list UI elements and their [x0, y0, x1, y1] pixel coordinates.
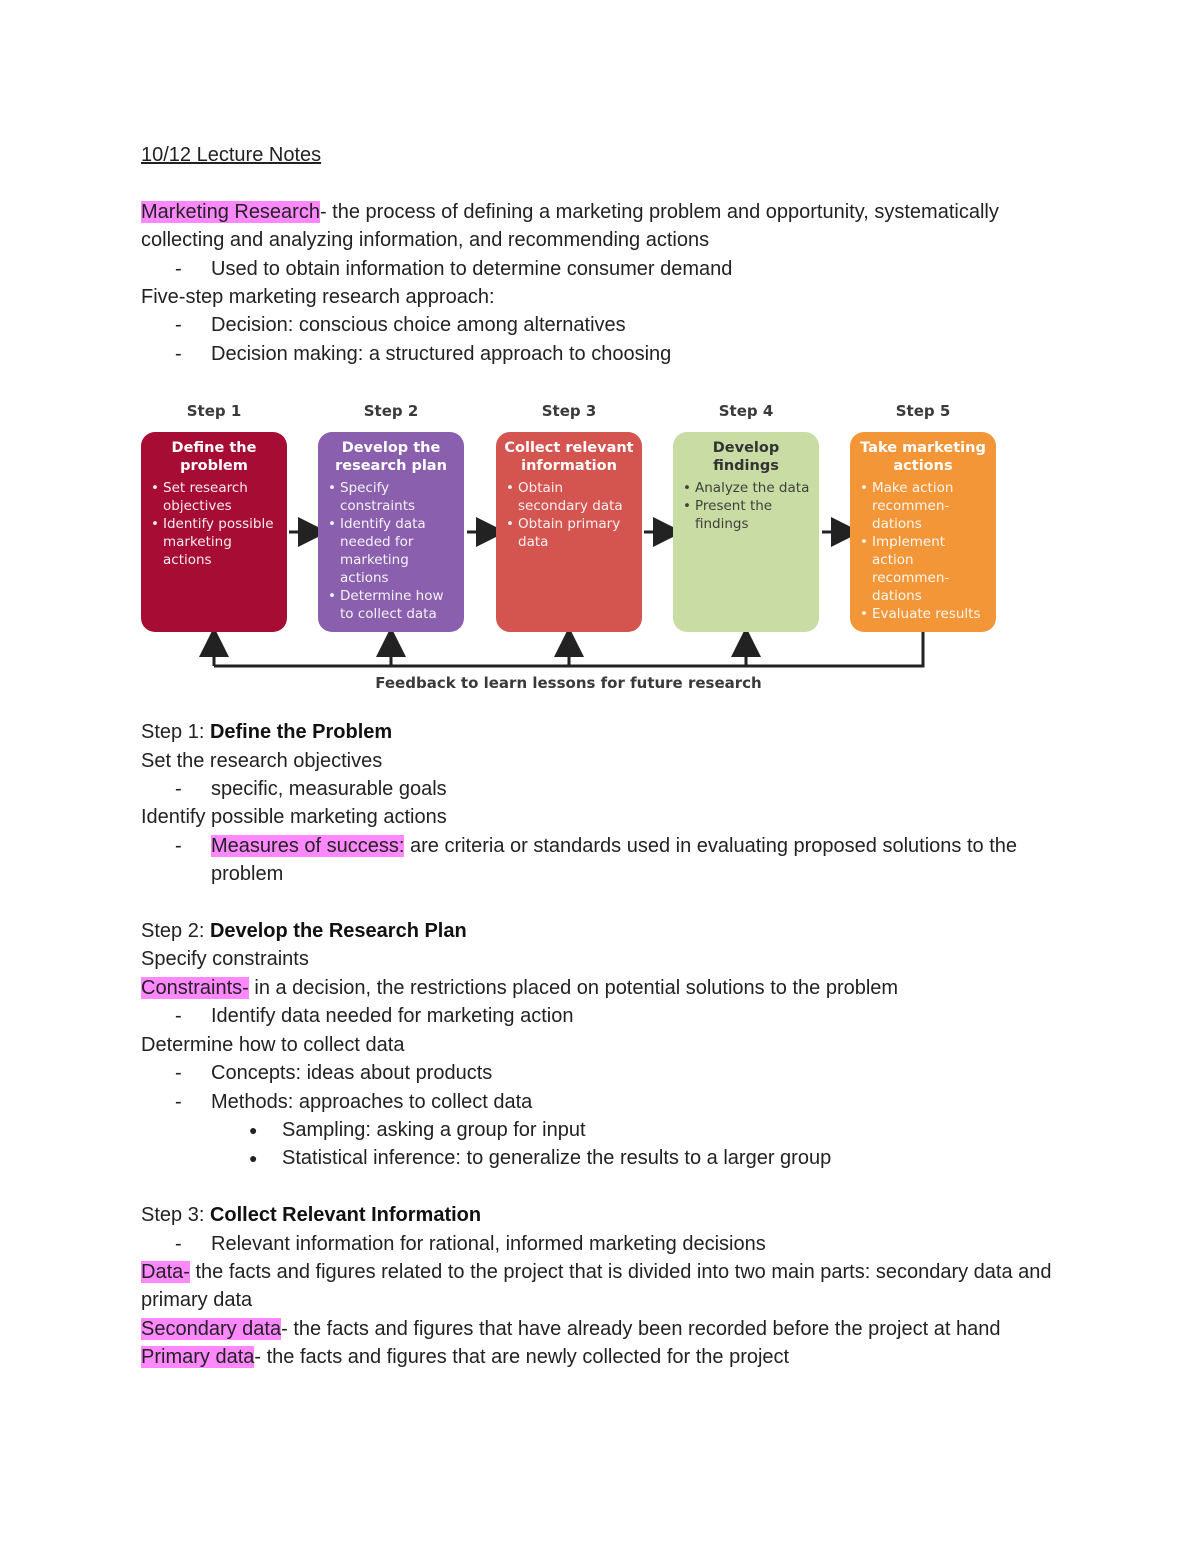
step-box-heading: Take marketing actions	[860, 440, 986, 475]
highlight-term: Primary data	[141, 1346, 255, 1369]
feedback-label: Feedback to learn lessons for future research	[375, 674, 762, 693]
step-box-item: • Analyze the data	[681, 479, 811, 497]
list-item: - Relevant information for rational, informed marketing decisions	[175, 1232, 766, 1255]
list-item: - specific, measurable goals	[175, 778, 447, 801]
step-label: Step 2	[363, 402, 419, 421]
step-box-item: • Obtain secondary data	[504, 479, 634, 515]
step-box-item: • Identify data needed for marketing actions	[326, 515, 456, 587]
sub-list-item: ● Sampling: asking a group for input	[249, 1118, 586, 1141]
step-box-item: • Evaluate results	[858, 605, 988, 623]
paragraph: Specify constraints	[141, 948, 309, 971]
five-step-diagram	[141, 402, 1011, 702]
page-title: 10/12 Lecture Notes	[141, 144, 322, 166]
list-item: - Used to obtain information to determine consumer demand	[175, 257, 733, 280]
step-box-3	[496, 432, 642, 632]
step-label: Step 5	[895, 402, 951, 421]
step-box-4	[673, 432, 819, 632]
step-box-item: • Implement action recommen- dations	[858, 533, 988, 605]
step-box-2	[318, 432, 464, 632]
list-item: - Concepts: ideas about products	[175, 1062, 493, 1085]
list-item: - Methods: approaches to collect data	[175, 1090, 533, 1113]
highlight-term: Constraints-	[141, 976, 249, 999]
highlight-term: Secondary data	[141, 1317, 282, 1340]
paragraph: Set the research objectives	[141, 749, 383, 772]
step-box-heading: Develop the research plan	[335, 440, 447, 475]
step-box-5	[850, 432, 996, 632]
step-box-item: • Determine how to collect data	[326, 587, 456, 623]
highlight-term: Measures of success:	[211, 834, 405, 857]
step-box-item: • Set research objectives	[149, 479, 279, 515]
step-label: Step 3	[541, 402, 597, 421]
paragraph: Secondary data- the facts and figures that have already been recorded before the project at hand	[141, 1317, 1001, 1340]
list-item: - Identify data needed for marketing action	[175, 1005, 574, 1028]
step-box-heading: Collect relevant information	[504, 440, 634, 475]
document-page	[141, 141, 1061, 1372]
paragraph: Data- the facts and figures related to the project that is divided into two main parts: secondary data and primary data	[141, 1260, 1052, 1312]
step-label: Step 4	[718, 402, 774, 421]
step1-heading: Step 1: Define the Problem	[141, 721, 393, 744]
approach-heading: Five-step marketing research approach:	[141, 286, 495, 309]
list-item: - Measures of success: are criteria or standards used in evaluating proposed solutions to the problem	[175, 834, 1018, 886]
step-label: Step 1	[186, 402, 242, 421]
highlight-term: Marketing Research	[141, 200, 320, 223]
marketing-research-definition: Marketing Research- the process of defining a marketing problem and opportunity, systematically collecting and analyzing information, and recommending actions	[141, 200, 999, 252]
step-box-heading: Develop findings	[712, 440, 780, 475]
step-box-item: • Make action recommen- dations	[858, 479, 988, 533]
list-item: - Decision making: a structured approach to choosing	[175, 342, 672, 365]
step-box-item: • Specify constraints	[326, 479, 456, 515]
step-box-item: • Present the findings	[681, 497, 811, 533]
step-box-1	[141, 432, 287, 632]
step3-heading: Step 3: Collect Relevant Information	[141, 1204, 482, 1227]
step-box-item: • Obtain primary data	[504, 515, 634, 551]
step-box-heading: Define the problem	[171, 440, 257, 475]
paragraph: Constraints- in a decision, the restrictions placed on potential solutions to the problem	[141, 976, 899, 999]
highlight-term: Data-	[141, 1260, 190, 1283]
sub-list-item: ● Statistical inference: to generalize the results to a larger group	[249, 1147, 832, 1170]
paragraph: Identify possible marketing actions	[141, 806, 447, 829]
paragraph: Primary data- the facts and figures that are newly collected for the project	[141, 1346, 790, 1369]
list-item: - Decision: conscious choice among alternatives	[175, 314, 626, 337]
step2-heading: Step 2: Develop the Research Plan	[141, 920, 467, 943]
step-box-item: • Identify possible marketing actions	[149, 515, 279, 569]
paragraph: Determine how to collect data	[141, 1033, 405, 1056]
